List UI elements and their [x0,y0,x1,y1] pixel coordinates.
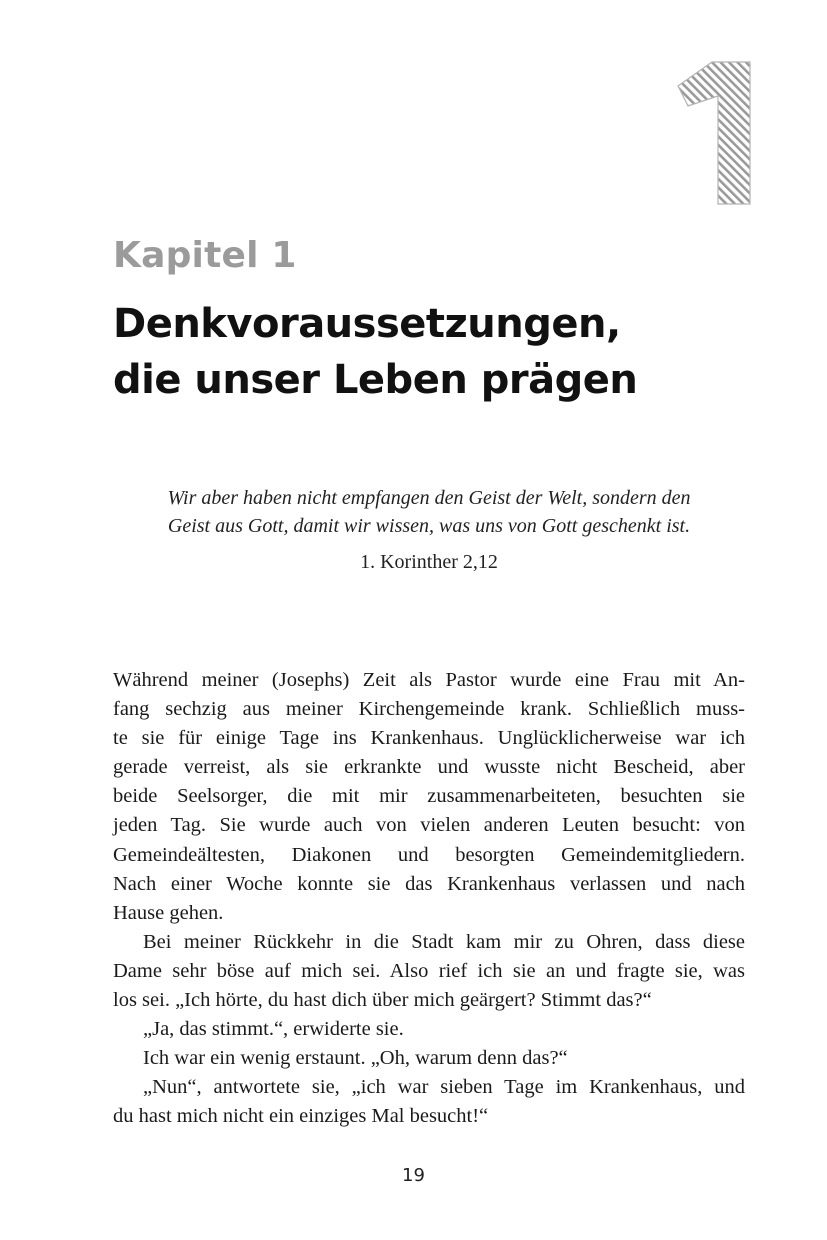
body-line: Dame sehr böse auf mich sei. Also rief ich sie an und fragte sie, was [113,959,745,982]
body-line: Hause gehen. [113,901,224,924]
chapter-title-line: die unser Leben prägen [113,357,638,403]
chapter-label: Kapitel 1 [113,235,297,276]
body-line: Ich war ein wenig erstaunt. „Oh, warum denn das?“ [143,1047,568,1070]
chapter-title [113,296,753,408]
body-line: Bei meiner Rückkehr in die Stadt kam mir zu Ohren, dass diese [143,930,745,953]
body-line: jeden Tag. Sie wurde auch von vielen anderen Leuten besucht: von [113,814,745,837]
body-line: Nach einer Woche konnte sie das Krankenhaus verlassen und nach [113,872,745,895]
body-line: „Nun“, antwortete sie, „ich war sieben Tage im Krankenhaus, und [143,1076,745,1099]
body-line: Während meiner (Josephs) Zeit als Pastor wurde eine Frau mit An- [113,669,745,691]
epigraph [113,484,745,576]
epigraph-quote-line: Wir aber haben nicht empfangen den Geist der Welt, sondern den [167,487,691,509]
body-text [113,666,745,1132]
body-line: gerade verreist, als sie erkrankte und wusste nicht Bescheid, aber [113,756,745,779]
hatched-number-one-icon [672,58,754,208]
body-line: beide Seelsorger, die mit mir zusammenarbeiteten, besuchten sie [113,785,745,808]
body-line: du hast mich nicht ein einziges Mal besucht!“ [113,1105,489,1128]
body-line: te sie für einige Tage ins Krankenhaus. Unglücklicherweise war ich [113,727,745,750]
chapter-title-line: Denkvoraussetzungen, [113,301,621,347]
body-line: „Ja, das stimmt.“, erwiderte sie. [143,1018,404,1041]
body-line: los sei. „Ich hörte, du hast dich über mich geärgert? Stimmt das?“ [113,989,652,1012]
body-line: Gemeindeältesten, Diakonen und besorgten Gemeindemitgliedern. [113,843,745,866]
epigraph-quote-line: Geist aus Gott, damit wir wissen, was uns von Gott geschenkt ist. [167,515,691,537]
body-line: fang sechzig aus meiner Kirchengemeinde krank. Schließlich muss- [113,698,745,721]
page-number: 19 [402,1165,425,1186]
epigraph-reference: 1. Korinther 2,12 [360,551,498,573]
